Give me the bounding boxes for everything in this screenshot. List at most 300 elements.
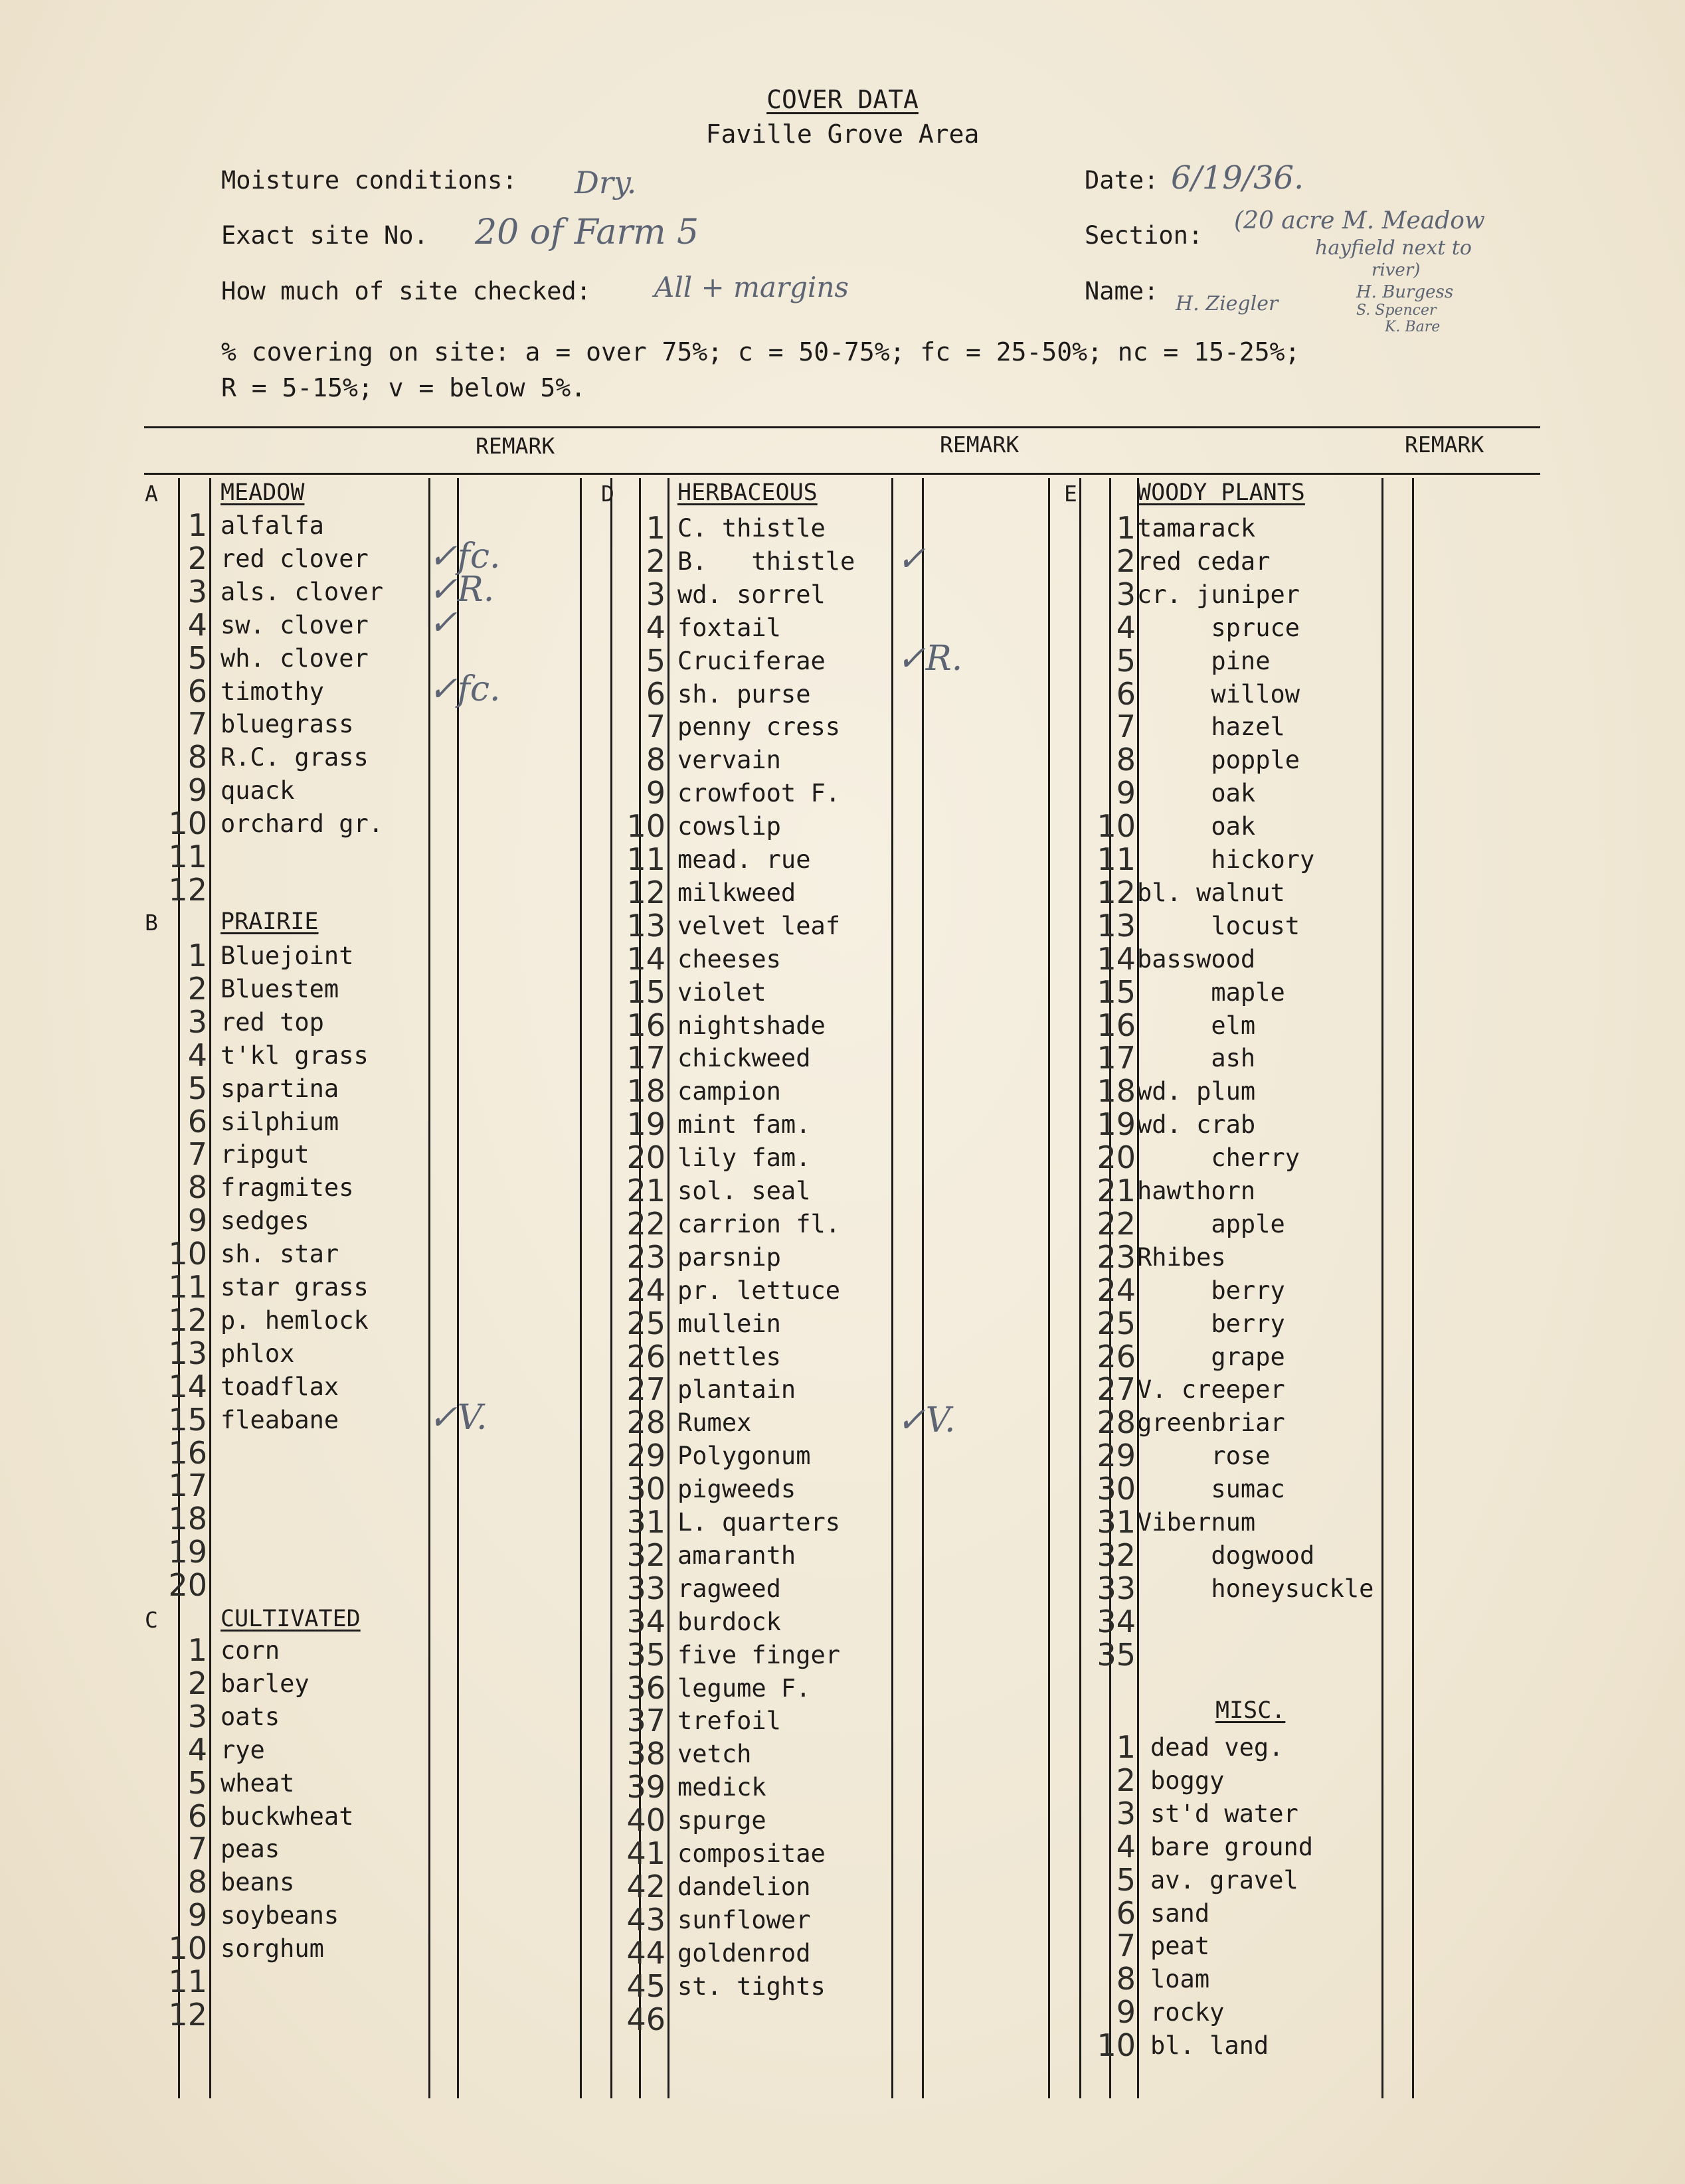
list-item-number: 10 — [168, 805, 207, 842]
list-item-number: 7 — [187, 1136, 207, 1173]
list-item-number: 14 — [1097, 940, 1136, 977]
list-item-number: 28 — [626, 1404, 665, 1441]
list-item-number: 1 — [646, 510, 665, 546]
list-item-label: nettles — [677, 1342, 781, 1371]
list-item-number: 7 — [1116, 709, 1136, 745]
list-item-label: greenbriar — [1137, 1408, 1285, 1438]
remark-header-3: REMARK — [1405, 432, 1484, 458]
list-item-number: 29 — [626, 1438, 665, 1474]
list-item-label: st'd water — [1150, 1799, 1298, 1828]
list-item-number: 10 — [1097, 2027, 1136, 2064]
list-item-number: 32 — [626, 1537, 665, 1573]
list-item-number: 16 — [168, 1434, 207, 1471]
list-item-label: lily fam. — [677, 1143, 811, 1173]
list-item-number: 12 — [168, 1302, 207, 1338]
list-item-number: 35 — [1097, 1636, 1136, 1673]
list-item-label: V. creeper — [1137, 1375, 1285, 1404]
list-item-number: 3 — [646, 576, 665, 612]
list-item-number: 24 — [1097, 1272, 1136, 1308]
list-item-label: alfalfa — [221, 511, 324, 540]
list-item-label: locust — [1137, 911, 1300, 940]
list-item-label: vervain — [677, 746, 781, 775]
list-item-number: 31 — [1097, 1504, 1136, 1540]
list-item-label: wheat — [221, 1768, 295, 1798]
list-item-number: 6 — [1116, 1894, 1136, 1931]
list-item-label: berry — [1137, 1276, 1285, 1305]
list-item-label: Rhibes — [1137, 1242, 1226, 1272]
list-item-number: 33 — [626, 1570, 665, 1606]
list-item-label: rocky — [1150, 1998, 1225, 2027]
list-item-label: cherry — [1137, 1143, 1300, 1173]
list-item-label: silphium — [221, 1107, 339, 1136]
list-item-number: 12 — [626, 874, 665, 910]
list-item-number: 1 — [187, 938, 207, 973]
list-item-label: wh. clover — [221, 643, 369, 673]
column-divider — [667, 478, 669, 2098]
list-item-number: 11 — [626, 841, 665, 877]
list-item-number: 34 — [626, 1603, 665, 1639]
list-item-label: quack — [221, 776, 295, 805]
list-item-number: 6 — [646, 675, 665, 712]
list-item-number: 10 — [626, 808, 665, 845]
list-item-number: 2 — [187, 1665, 207, 1701]
covering-line-2: R = 5-15%; v = below 5%. — [221, 373, 586, 402]
list-item-label: crowfoot F. — [677, 779, 841, 808]
list-item-number: 10 — [168, 1930, 207, 1967]
list-item-number: 26 — [1097, 1338, 1136, 1375]
list-item-number: 3 — [187, 1698, 207, 1734]
section-letter: E — [1064, 481, 1077, 507]
column-divider — [1048, 478, 1050, 2098]
list-item-label: milkweed — [677, 878, 796, 907]
list-item-number: 8 — [187, 1864, 207, 1900]
list-item-label: barley — [221, 1669, 310, 1698]
list-item-label: ragweed — [677, 1574, 781, 1603]
list-item-number: 39 — [626, 1769, 665, 1806]
date-label: Date: — [1085, 166, 1159, 195]
list-item-number: 21 — [626, 1173, 665, 1209]
list-item-number: 21 — [1097, 1173, 1136, 1209]
list-item-label: beans — [221, 1868, 295, 1897]
remark-check-mark: ✓fc. — [428, 669, 501, 709]
list-item-number: 24 — [626, 1272, 665, 1308]
list-item-label: tamarack — [1137, 514, 1256, 543]
list-item-number: 11 — [168, 1964, 207, 1999]
list-item-label: pr. lettuce — [677, 1276, 841, 1305]
column-divider — [209, 478, 211, 2098]
list-item-number: 3 — [187, 1003, 207, 1040]
name-value-3: S. Spencer — [1356, 302, 1437, 319]
page-title: COVER DATA — [766, 85, 919, 114]
list-item-number: 9 — [646, 775, 665, 811]
list-item-number: 5 — [646, 642, 665, 679]
section-label: Section: — [1085, 221, 1203, 250]
list-item-label: red clover — [221, 544, 369, 573]
column-divider — [891, 478, 893, 2098]
list-item-label: star grass — [221, 1273, 369, 1302]
list-item-label: bl. land — [1150, 2031, 1269, 2060]
list-item-label: pine — [1137, 646, 1271, 675]
list-item-label: chickweed — [677, 1044, 811, 1073]
list-item-number: 3 — [1116, 576, 1136, 612]
list-item-number: 1 — [187, 1632, 207, 1668]
list-item-number: 17 — [626, 1040, 665, 1076]
list-item-label: sw. clover — [221, 610, 369, 639]
list-item-label: grape — [1137, 1342, 1285, 1371]
list-item-number: 12 — [1097, 874, 1136, 910]
list-item-label: popple — [1137, 746, 1300, 775]
list-item-number: 2 — [187, 970, 207, 1007]
list-item-label: five finger — [677, 1640, 841, 1669]
list-item-label: dead veg. — [1150, 1733, 1284, 1762]
list-item-label: hickory — [1137, 845, 1315, 874]
checked-value: All + margins — [654, 271, 849, 303]
remark-check-mark: ✓V. — [428, 1397, 488, 1438]
list-item-number: 25 — [626, 1305, 665, 1341]
list-item-number: 8 — [1116, 1961, 1136, 1997]
list-item-number: 15 — [168, 1401, 207, 1438]
list-item-number: 10 — [1097, 808, 1136, 845]
list-item-number: 33 — [1097, 1570, 1136, 1606]
page-subtitle: Faville Grove Area — [705, 120, 980, 149]
list-item-number: 26 — [626, 1338, 665, 1375]
list-item-number: 16 — [626, 1007, 665, 1043]
list-item-label: apple — [1137, 1209, 1285, 1238]
list-item-number: 1 — [1116, 510, 1136, 546]
list-item-number: 40 — [626, 1802, 665, 1839]
list-item-label: Rumex — [677, 1408, 752, 1438]
name-value: H. Ziegler — [1176, 292, 1279, 315]
list-item-label: sh. star — [221, 1240, 339, 1269]
list-item-number: 4 — [187, 1037, 207, 1073]
list-item-label: ripgut — [221, 1140, 310, 1169]
list-item-number: 2 — [1116, 543, 1136, 579]
list-item-number: 9 — [1116, 1994, 1136, 2031]
list-item-number: 28 — [1097, 1404, 1136, 1441]
list-item-number: 41 — [626, 1835, 665, 1871]
list-item-number: 23 — [1097, 1238, 1136, 1275]
list-item-label: cheeses — [677, 944, 781, 973]
list-item-label: orchard gr. — [221, 809, 384, 839]
list-item-number: 3 — [187, 573, 207, 610]
list-item-number: 4 — [187, 1731, 207, 1768]
remark-check-mark: ✓fc. — [428, 536, 501, 576]
list-item-label: medick — [677, 1773, 766, 1802]
remark-check-mark: ✓R. — [897, 638, 963, 679]
list-item-label: wd. crab — [1137, 1110, 1256, 1139]
remark-header-2: REMARK — [940, 432, 1020, 458]
list-item-number: 18 — [1097, 1073, 1136, 1110]
list-item-number: 44 — [626, 1934, 665, 1971]
list-item-label: Bluejoint — [221, 942, 354, 970]
list-item-label: foxtail — [677, 613, 781, 642]
list-item-number: 10 — [168, 1236, 207, 1272]
list-item-number: 7 — [646, 709, 665, 745]
list-item-number: 6 — [187, 673, 207, 709]
list-item-label: mint fam. — [677, 1110, 811, 1139]
list-item-number: 4 — [187, 606, 207, 643]
list-item-number: 29 — [1097, 1438, 1136, 1474]
list-item-number: 16 — [1097, 1007, 1136, 1043]
list-item-number: 6 — [1116, 675, 1136, 712]
list-item-label: carrion fl. — [677, 1209, 841, 1238]
list-item-label: peat — [1150, 1932, 1210, 1961]
moisture-value: Dry. — [575, 165, 637, 201]
checked-label: How much of site checked: — [221, 277, 591, 305]
list-item-number: 11 — [1097, 841, 1136, 877]
moisture-label: Moisture conditions: — [221, 166, 517, 195]
list-item-label: dogwood — [1137, 1541, 1315, 1570]
column-divider — [1412, 478, 1414, 2098]
list-item-label: soybeans — [221, 1901, 339, 1930]
list-item-number: 18 — [626, 1073, 665, 1110]
list-item-number: 5 — [1116, 642, 1136, 679]
list-item-number: 38 — [626, 1736, 665, 1772]
list-item-number: 2 — [646, 543, 665, 579]
list-item-label: B. thistle — [677, 546, 855, 576]
list-item-label: R.C. grass — [221, 743, 369, 772]
list-item-label: als. clover — [221, 577, 384, 606]
list-item-label: rose — [1137, 1442, 1271, 1471]
list-item-label: plantain — [677, 1375, 796, 1404]
list-item-number: 22 — [626, 1205, 665, 1242]
list-item-number: 27 — [1097, 1371, 1136, 1408]
list-item-number: 5 — [187, 1764, 207, 1801]
list-item-number: 25 — [1097, 1305, 1136, 1341]
list-item-label: peas — [221, 1835, 280, 1864]
section-letter: D — [601, 481, 614, 507]
list-item-label: rye — [221, 1735, 265, 1764]
list-item-number: 8 — [187, 739, 207, 776]
list-item-label: sand — [1150, 1898, 1210, 1928]
list-item-label: loam — [1150, 1965, 1210, 1994]
list-item-number: 11 — [168, 839, 207, 875]
section-value-3: river) — [1372, 260, 1421, 280]
list-item-number: 8 — [187, 1169, 207, 1206]
list-item-label: maple — [1137, 977, 1285, 1007]
section-heading: MISC. — [1215, 1697, 1286, 1724]
list-item-label: trefoil — [677, 1707, 781, 1736]
list-item-label: sumac — [1137, 1475, 1285, 1504]
list-item-number: 7 — [187, 706, 207, 742]
list-item-label: Cruciferae — [677, 646, 826, 675]
site-label: Exact site No. — [221, 221, 428, 250]
list-item-label: ash — [1137, 1044, 1256, 1073]
list-item-label: burdock — [677, 1607, 781, 1636]
list-item-label: red cedar — [1137, 546, 1271, 576]
list-item-number: 7 — [187, 1831, 207, 1867]
list-item-number: 6 — [187, 1103, 207, 1139]
list-item-label: p. hemlock — [221, 1305, 369, 1335]
list-item-number: 13 — [1097, 907, 1136, 944]
list-item-label: wd. plum — [1137, 1077, 1256, 1106]
name-value-2: H. Burgess — [1356, 282, 1454, 302]
list-item-number: 31 — [626, 1504, 665, 1540]
list-item-number: 18 — [168, 1501, 207, 1537]
list-item-label: sh. purse — [677, 679, 811, 709]
list-item-number: 5 — [187, 1070, 207, 1106]
section-value-2: hayfield next to — [1315, 236, 1472, 260]
list-item-label: sorghum — [221, 1934, 324, 1964]
list-item-number: 13 — [168, 1335, 207, 1371]
date-value: 6/19/36. — [1171, 159, 1304, 197]
list-item-number: 1 — [187, 507, 207, 543]
list-item-number: 4 — [646, 609, 665, 645]
list-item-label: bl. walnut — [1137, 878, 1285, 907]
list-item-number: 8 — [646, 742, 665, 778]
list-item-label: st. tights — [677, 1972, 826, 2001]
list-item-number: 14 — [626, 940, 665, 977]
list-item-label: corn — [221, 1636, 280, 1665]
column-divider — [1381, 478, 1383, 2098]
name-value-4: K. Bare — [1385, 319, 1441, 335]
list-item-label: hawthorn — [1137, 1177, 1256, 1205]
column-divider — [1079, 478, 1081, 2098]
list-item-label: amaranth — [677, 1541, 796, 1570]
list-item-number: 13 — [626, 907, 665, 944]
list-item-number: 19 — [168, 1534, 207, 1570]
column-divider — [922, 478, 924, 2098]
table-header-rule — [144, 473, 1540, 475]
site-value: 20 of Farm 5 — [475, 212, 699, 252]
list-item-label: hazel — [1137, 713, 1285, 742]
list-item-label: phlox — [221, 1339, 295, 1368]
list-item-label: berry — [1137, 1309, 1285, 1338]
list-item-label: campion — [677, 1077, 781, 1106]
section-letter: B — [145, 910, 158, 936]
remark-check-mark: ✓ — [897, 539, 926, 579]
list-item-label: toadflax — [221, 1372, 339, 1401]
section-value-1: (20 acre M. Meadow — [1234, 207, 1485, 234]
section-heading: HERBACEOUS — [677, 479, 818, 506]
remark-header-1: REMARK — [476, 433, 555, 459]
list-item-label: elm — [1137, 1011, 1256, 1040]
column-divider — [457, 478, 459, 2098]
list-item-number: 45 — [626, 1968, 665, 2004]
list-item-number: 9 — [187, 1203, 207, 1239]
list-item-number: 34 — [1097, 1603, 1136, 1639]
list-item-number: 4 — [1116, 609, 1136, 645]
remark-check-mark: ✓ — [428, 602, 458, 643]
list-item-number: 32 — [1097, 1537, 1136, 1573]
list-item-number: 37 — [626, 1703, 665, 1739]
list-item-number: 22 — [1097, 1205, 1136, 1242]
list-item-number: 5 — [1116, 1861, 1136, 1898]
list-item-label: mullein — [677, 1309, 781, 1338]
list-item-label: sunflower — [677, 1905, 811, 1934]
column-divider — [580, 478, 582, 2098]
list-item-label: oats — [221, 1702, 280, 1731]
list-item-number: 27 — [626, 1371, 665, 1408]
list-item-label: av. gravel — [1150, 1865, 1298, 1894]
list-item-label: honeysuckle — [1137, 1574, 1374, 1603]
list-item-label: compositae — [677, 1839, 826, 1868]
covering-line-1: % covering on site: a = over 75%; c = 50-75%; fc = 25-50%; nc = 15-25%; — [221, 337, 1300, 367]
table-top-rule — [144, 426, 1540, 428]
list-item-number: 2 — [187, 540, 207, 576]
list-item-number: 2 — [1116, 1762, 1136, 1798]
list-item-number: 30 — [626, 1471, 665, 1507]
list-item-number: 5 — [187, 639, 207, 676]
list-item-number: 46 — [626, 2001, 665, 2037]
list-item-number: 19 — [626, 1106, 665, 1143]
list-item-label: oak — [1137, 812, 1256, 841]
list-item-label: legume F. — [677, 1673, 811, 1703]
list-item-number: 4 — [1116, 1828, 1136, 1865]
list-item-label: t'kl grass — [221, 1041, 369, 1070]
list-item-number: 15 — [626, 973, 665, 1010]
list-item-number: 12 — [168, 1996, 207, 2033]
list-item-number: 9 — [187, 772, 207, 809]
list-item-number: 17 — [168, 1468, 207, 1504]
list-item-label: violet — [677, 977, 766, 1007]
list-item-label: spruce — [1137, 613, 1300, 642]
list-item-number: 15 — [1097, 973, 1136, 1010]
list-item-label: sedges — [221, 1207, 310, 1236]
list-item-number: 20 — [626, 1139, 665, 1176]
list-item-label: mead. rue — [677, 845, 811, 874]
list-item-label: red top — [221, 1007, 324, 1037]
remark-check-mark: ✓V. — [897, 1400, 956, 1441]
list-item-label: oak — [1137, 779, 1256, 808]
section-letter: A — [145, 481, 158, 507]
list-item-number: 3 — [1116, 1795, 1136, 1831]
list-item-number: 23 — [626, 1238, 665, 1275]
list-item-number: 6 — [187, 1798, 207, 1834]
list-item-label: basswood — [1137, 944, 1256, 973]
list-item-number: 20 — [1097, 1139, 1136, 1176]
list-item-label: vetch — [677, 1740, 752, 1769]
list-item-label: willow — [1137, 679, 1300, 709]
list-item-label: fragmites — [221, 1173, 354, 1203]
list-item-number: 43 — [626, 1901, 665, 1938]
list-item-label: fleabane — [221, 1405, 339, 1434]
list-item-label: bluegrass — [221, 710, 354, 739]
list-item-number: 42 — [626, 1868, 665, 1904]
list-item-label: L. quarters — [677, 1508, 841, 1537]
list-item-number: 9 — [1116, 775, 1136, 811]
list-item-number: 11 — [168, 1269, 207, 1305]
list-item-number: 8 — [1116, 742, 1136, 778]
list-item-label: dandelion — [677, 1872, 811, 1901]
name-label: Name: — [1085, 277, 1159, 305]
list-item-label: sol. seal — [677, 1177, 811, 1205]
list-item-label: nightshade — [677, 1011, 826, 1040]
remark-check-mark: ✓R. — [428, 569, 495, 610]
list-item-label: cowslip — [677, 812, 781, 841]
list-item-label: goldenrod — [677, 1938, 811, 1968]
list-item-label: boggy — [1150, 1766, 1225, 1795]
section-heading: PRAIRIE — [221, 908, 319, 935]
list-item-label: cr. juniper — [1137, 580, 1300, 609]
section-letter: C — [145, 1607, 158, 1633]
list-item-label: wd. sorrel — [677, 580, 826, 609]
list-item-label: penny cress — [677, 713, 841, 742]
list-item-label: buckwheat — [221, 1802, 354, 1831]
list-item-label: bare ground — [1150, 1832, 1314, 1861]
list-item-label: Bluestem — [221, 974, 339, 1003]
list-item-label: pigweeds — [677, 1475, 796, 1504]
list-item-label: velvet leaf — [677, 911, 841, 940]
list-item-label: C. thistle — [677, 514, 826, 543]
list-item-label: Polygonum — [677, 1442, 811, 1471]
list-item-number: 14 — [168, 1368, 207, 1404]
list-item-label: parsnip — [677, 1242, 781, 1272]
list-item-label: timothy — [221, 677, 324, 706]
list-item-number: 30 — [1097, 1471, 1136, 1507]
list-item-label: Vibernum — [1137, 1508, 1256, 1537]
list-item-label: spartina — [221, 1074, 339, 1103]
